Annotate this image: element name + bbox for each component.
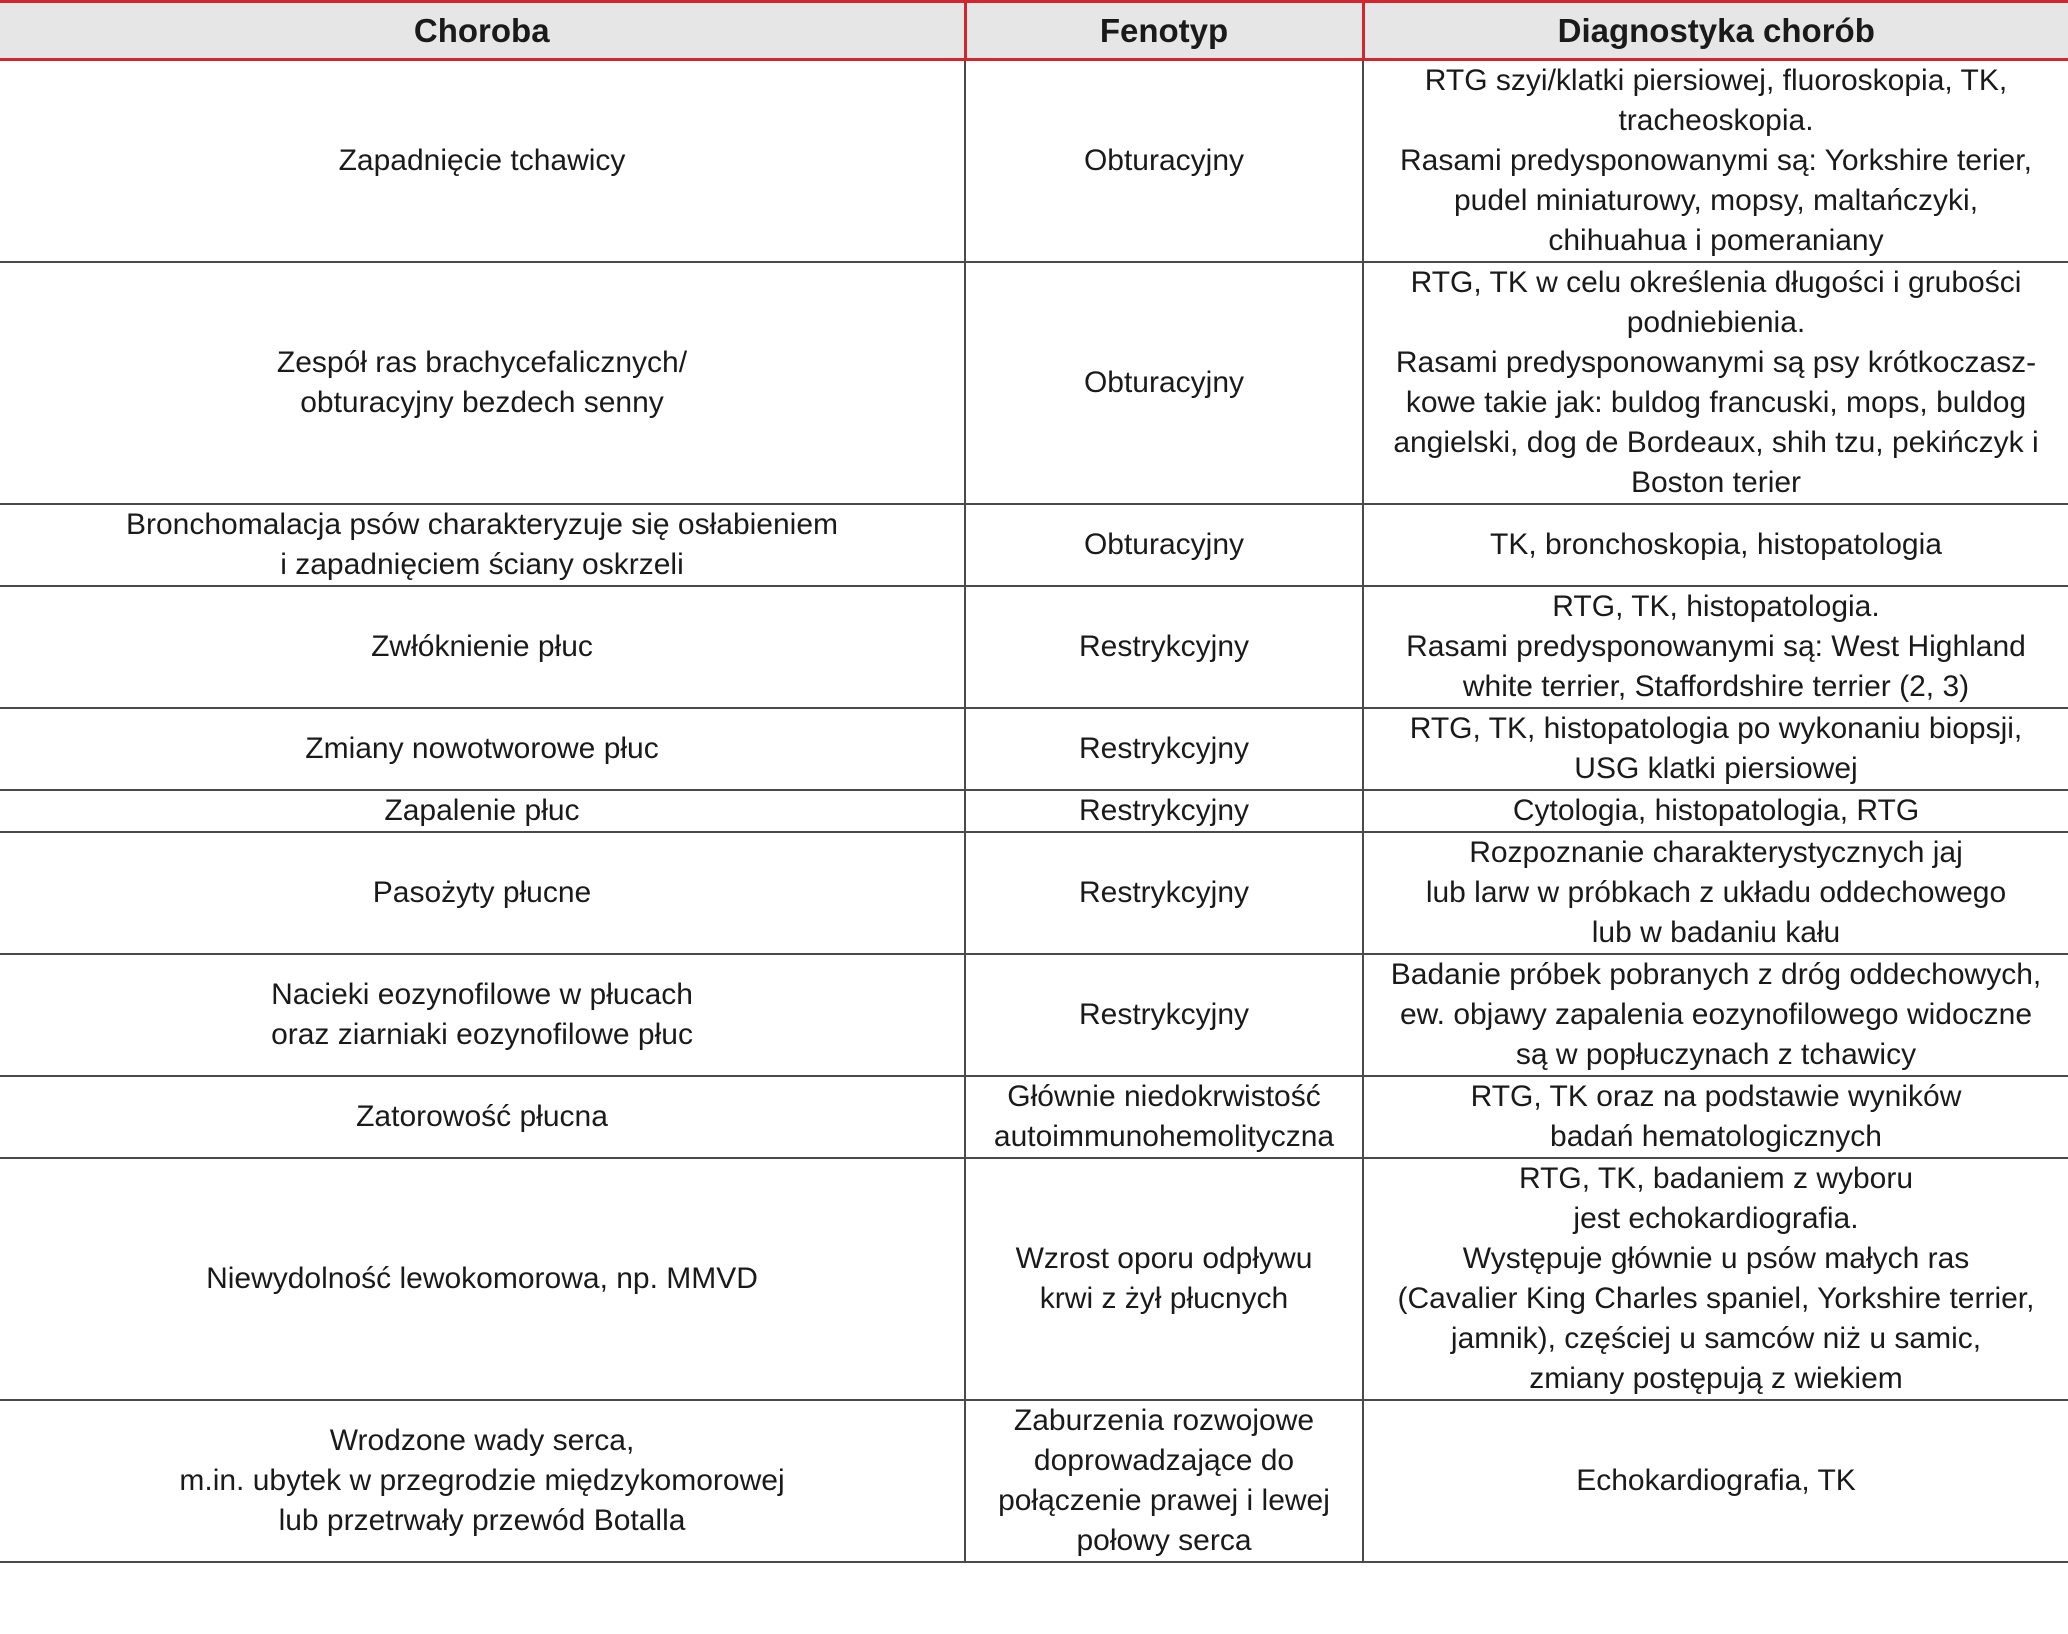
cell-text-line: zmiany postępują z wiekiem [1529,1362,1903,1395]
cell-disease [0,790,965,832]
cell-phenotype [965,1400,1363,1562]
cell-diagnostics [1363,708,2068,790]
cell-text-line: krwi z żył płucnych [1039,1282,1289,1315]
cell-text-line: jamnik), częściej u samców niż u samic, [1450,1322,1982,1355]
cell-text-line: TK, bronchoskopia, histopatologia [1490,528,1942,561]
cell-text-line: Zapadnięcie tchawicy [338,144,626,177]
cell-phenotype [965,954,1363,1076]
cell-phenotype [965,790,1363,832]
header-disease: Choroba [0,2,965,60]
cell-text-line: autoimmunohemolityczna [993,1120,1335,1153]
cell-text-line: Zespół ras brachycefalicznych/ [276,346,688,379]
cell-text-line: Cytologia, histopatologia, RTG [1512,794,1920,827]
header-row [0,2,2068,60]
cell-text-line: Zatorowość płucna [356,1100,608,1133]
cell-disease [0,504,965,586]
cell-disease [0,60,965,263]
cell-diagnostics [1363,1400,2068,1562]
cell-phenotype [965,708,1363,790]
cell-text-line: Zmiany nowotworowe płuc [305,732,659,765]
cell-text-line: badań hematologicznych [1550,1120,1882,1153]
cell-text-line: RTG szyi/klatki piersiowej, fluoroskopia, TK, [1424,64,2008,97]
cell-text-line: są w popłuczynach z tchawicy [1515,1038,1917,1071]
cell-disease [0,586,965,708]
cell-text-line: Zaburzenia rozwojowe [1013,1404,1315,1437]
cell-disease [0,708,965,790]
cell-text-line: Rozpoznanie charakterystycznych jaj [1469,836,1963,869]
cell-text-line: kowe takie jak: buldog francuski, mops, buldog [1405,386,2027,419]
cell-disease [0,1076,965,1158]
cell-text-line: angielski, dog de Bordeaux, shih tzu, pekińczyk i [1393,426,2039,459]
cell-text-line: RTG, TK, histopatologia po wykonaniu biopsji, [1409,712,2023,745]
cell-disease [0,262,965,504]
cell-text-line: Pasożyty płucne [372,876,592,909]
cell-text-line: lub przetrwały przewód Botalla [278,1504,686,1537]
cell-phenotype [965,60,1363,263]
cell-text-line: lub larw w próbkach z układu oddechowego [1425,876,2007,909]
table-row [0,504,2068,586]
cell-text-line: RTG, TK w celu określenia długości i grubości [1410,266,2022,299]
cell-text-line: USG klatki piersiowej [1574,752,1858,785]
cell-disease [0,832,965,954]
cell-text-line: Boston terier [1630,466,1802,499]
table-row [0,262,2068,504]
cell-text-line: jest echokardiografia. [1573,1202,1859,1235]
cell-diagnostics [1363,262,2068,504]
cell-text-line: połączenie prawej i lewej [998,1484,1330,1517]
cell-phenotype [965,1076,1363,1158]
cell-text-line: Obturacyjny [1083,528,1245,561]
cell-phenotype [965,1158,1363,1400]
cell-text-line: RTG, TK, badaniem z wyboru [1518,1162,1914,1195]
header-diagnostics: Diagnostyka chorób [1363,2,2068,60]
header-phenotype: Fenotyp [965,2,1363,60]
table-row [0,1076,2068,1158]
cell-text-line: Zapalenie płuc [384,794,580,827]
cell-text-line: Badanie próbek pobranych z dróg oddechowych, [1390,958,2042,991]
cell-text-line: RTG, TK oraz na podstawie wyników [1470,1080,1962,1113]
cell-disease [0,1158,965,1400]
cell-phenotype [965,832,1363,954]
table-row [0,832,2068,954]
cell-diagnostics [1363,954,2068,1076]
cell-text-line: tracheoskopia. [1618,104,1814,137]
cell-text-line: Restrykcyjny [1078,630,1250,663]
cell-text-line: Rasami predysponowanymi są: West Highland [1406,630,2026,663]
cell-diagnostics [1363,60,2068,263]
cell-text-line: RTG, TK, histopatologia. [1552,590,1880,623]
cell-phenotype [965,504,1363,586]
cell-diagnostics [1363,586,2068,708]
cell-diagnostics [1363,790,2068,832]
cell-text-line: Rasami predysponowanymi są: Yorkshire terier, [1400,144,2032,177]
cell-text-line: m.in. ubytek w przegrodzie międzykomorowej [179,1464,785,1497]
cell-text-line: chihuahua i pomeraniany [1548,224,1884,257]
cell-text-line: doprowadzające do [1033,1444,1295,1477]
cell-text-line: Występuje głównie u psów małych ras [1462,1242,1970,1275]
cell-disease [0,954,965,1076]
cell-text-line: i zapadnięciem ściany oskrzeli [280,548,684,581]
cell-text-line: Restrykcyjny [1078,732,1250,765]
cell-text-line: pudel miniaturowy, mopsy, maltańczyki, [1453,184,1979,217]
cell-text-line: Obturacyjny [1083,366,1245,399]
table-row [0,1400,2068,1562]
cell-text-line: obturacyjny bezdech senny [300,386,664,419]
table-body [0,60,2068,1563]
cell-text-line: podniebienia. [1626,306,1806,339]
cell-text-line: oraz ziarniaki eozynofilowe płuc [271,1018,693,1051]
cell-phenotype [965,262,1363,504]
table-row [0,60,2068,263]
cell-text-line: ew. objawy zapalenia eozynofilowego widoczne [1399,998,2033,1031]
cell-text-line: Echokardiografia, TK [1576,1464,1856,1497]
table-row [0,586,2068,708]
cell-diagnostics [1363,832,2068,954]
cell-text-line: Obturacyjny [1083,144,1245,177]
table-row [0,790,2068,832]
cell-text-line: Wzrost oporu odpływu [1015,1242,1313,1275]
table-row [0,1158,2068,1400]
cell-text-line: Bronchomalacja psów charakteryzuje się osłabieniem [125,508,839,541]
cell-text-line: lub w badaniu kału [1591,916,1841,949]
cell-text-line: Restrykcyjny [1078,794,1250,827]
cell-text-line: Restrykcyjny [1078,876,1250,909]
cell-disease [0,1400,965,1562]
cell-diagnostics [1363,1076,2068,1158]
table-row [0,708,2068,790]
cell-text-line: (Cavalier King Charles spaniel, Yorkshire terrier, [1397,1282,2035,1315]
cell-diagnostics [1363,1158,2068,1400]
cell-text-line: Restrykcyjny [1078,998,1250,1031]
cell-text-line: Wrodzone wady serca, [329,1424,635,1457]
cell-text-line: Nacieki eozynofilowe w płucach [271,978,693,1011]
cell-text-line: white terrier, Staffordshire terrier (2, 3) [1462,670,1970,703]
cell-text-line: Rasami predysponowanymi są psy krótkoczasz- [1395,346,2037,379]
cell-phenotype [965,586,1363,708]
cell-text-line: Głównie niedokrwistość [1007,1080,1321,1113]
cell-text-line: Zwłóknienie płuc [371,630,593,663]
table-row [0,954,2068,1076]
cell-diagnostics [1363,504,2068,586]
cell-text-line: połowy serca [1076,1524,1252,1557]
cell-text-line: Niewydolność lewokomorowa, np. MMVD [206,1262,758,1295]
